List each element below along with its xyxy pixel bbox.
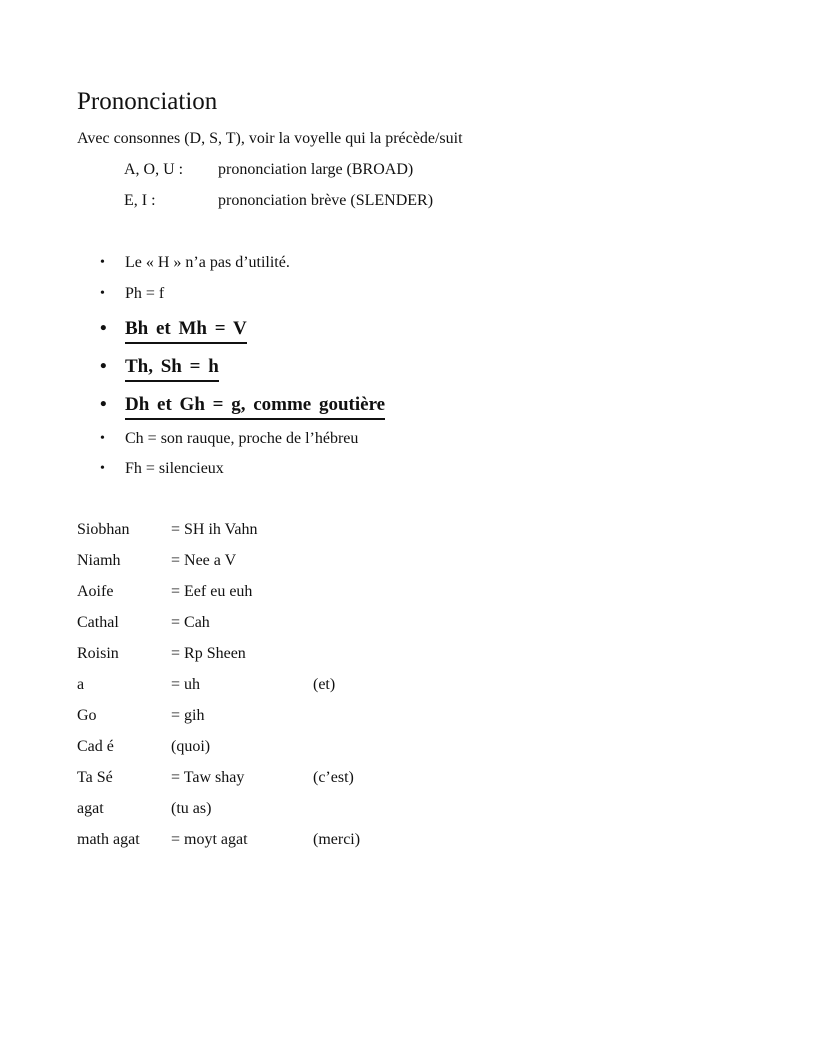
- vocab-row: [77, 613, 477, 635]
- list-item-text: Le « H » n’a pas d’utilité.: [125, 254, 290, 271]
- vocab-row: [77, 737, 477, 759]
- vocab-pronunciation: = moyt agat: [171, 831, 248, 848]
- list-item-text: Bh et Mh = V: [125, 317, 247, 344]
- list-item-text: Ph = f: [125, 285, 165, 302]
- bullet-icon: •: [100, 356, 107, 377]
- vocab-pronunciation: = Nee a V: [171, 552, 237, 569]
- vocab-translation: (et): [313, 676, 336, 693]
- vocab-row: [77, 768, 477, 790]
- intro-text: Avec consonnes (D, S, T), voir la voyelle qui la précède/suit: [77, 130, 463, 147]
- list-item-text: Dh et Gh = g, comme goutière: [125, 393, 385, 420]
- bullet-icon: •: [100, 318, 107, 339]
- vocab-row: [77, 551, 477, 573]
- vocab-pronunciation: = Taw shay: [171, 769, 245, 786]
- vocab-row: [77, 830, 477, 852]
- vocab-pronunciation: (quoi): [171, 738, 211, 755]
- vocab-row: [77, 675, 477, 697]
- rule-label: A, O, U :: [124, 161, 184, 178]
- vocab-word: Cad é: [77, 738, 114, 755]
- vocab-pronunciation: = uh: [171, 676, 201, 693]
- vocab-pronunciation: (tu as): [171, 800, 212, 817]
- bullet-icon: •: [100, 286, 105, 301]
- list-item-text: Ch = son rauque, proche de l’hébreu: [125, 430, 359, 447]
- bullet-icon: •: [100, 431, 105, 446]
- rule-label: E, I :: [124, 192, 156, 209]
- vocab-pronunciation: = SH ih Vahn: [171, 521, 258, 538]
- bullet-icon: •: [100, 461, 105, 476]
- bullet-list: [100, 0, 700, 500]
- rule-description: prononciation large (BROAD): [218, 161, 414, 178]
- bullet-icon: •: [100, 255, 105, 270]
- vocab-pronunciation: = gih: [171, 707, 205, 724]
- vocab-word: Ta Sé: [77, 769, 113, 786]
- vocab-pronunciation: = Eef eu euh: [171, 583, 253, 600]
- vocab-translation: (merci): [313, 831, 361, 848]
- rule-description: prononciation brève (SLENDER): [218, 192, 434, 209]
- list-item-text: Th, Sh = h: [125, 355, 219, 382]
- vocab-word: Go: [77, 707, 97, 724]
- vocab-row: [77, 520, 477, 542]
- vocab-word: Niamh: [77, 552, 121, 569]
- list-item-text: Fh = silencieux: [125, 460, 224, 477]
- vocab-row: [77, 582, 477, 604]
- vocab-word: agat: [77, 800, 104, 817]
- vocab-word: Roisin: [77, 645, 119, 662]
- vocab-translation: (c’est): [313, 769, 354, 786]
- vocab-row: [77, 799, 477, 821]
- vocab-word: Siobhan: [77, 521, 130, 538]
- vocab-row: [77, 706, 477, 728]
- page-title: Prononciation: [77, 88, 218, 115]
- vocab-word: Cathal: [77, 614, 119, 631]
- vocab-pronunciation: = Cah: [171, 614, 210, 631]
- vocab-pronunciation: = Rp Sheen: [171, 645, 246, 662]
- vocab-word: a: [77, 676, 85, 693]
- vocab-row: [77, 644, 477, 666]
- bullet-icon: •: [100, 394, 107, 415]
- vocab-word: Aoife: [77, 583, 114, 600]
- vocab-word: math agat: [77, 831, 140, 848]
